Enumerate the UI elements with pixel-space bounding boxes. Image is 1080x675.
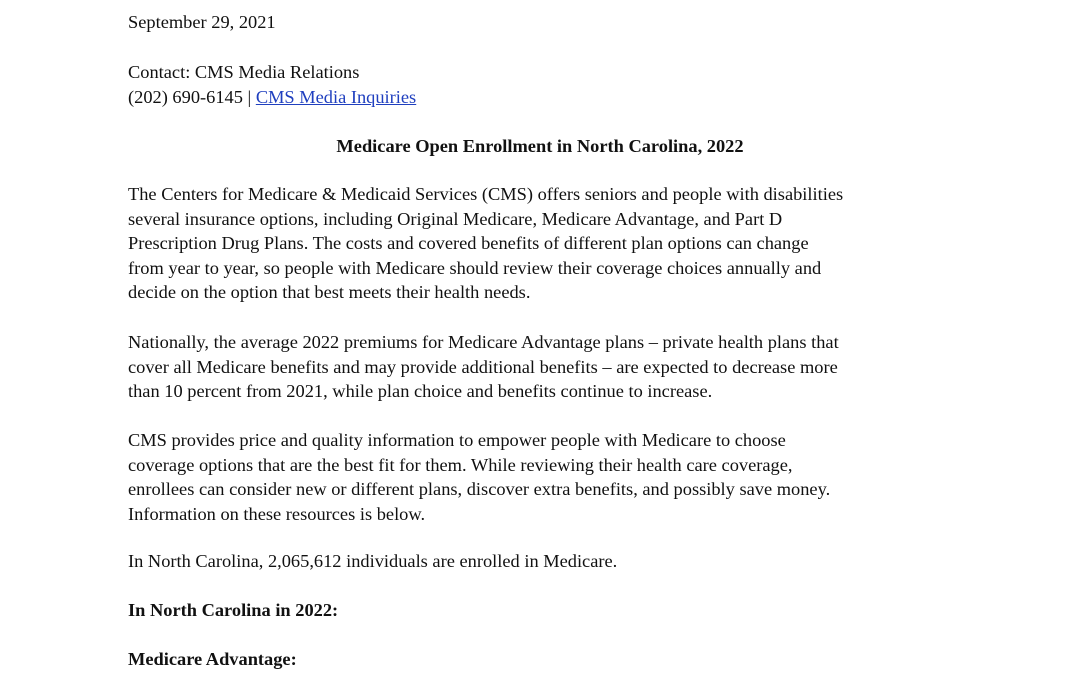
- paragraph-line: several insurance options, including Original Medicare, Medicare Advantage, and Part D: [128, 208, 783, 229]
- paragraph-line: decide on the option that best meets their health needs.: [128, 282, 531, 303]
- paragraph-line: Information on these resources is below.: [128, 503, 426, 524]
- paragraph-premiums: [128, 330, 968, 404]
- paragraph-line: The Centers for Medicare & Medicaid Services (CMS) offers seniors and people with disabilities: [128, 184, 844, 204]
- contact-phone-line: [128, 85, 968, 110]
- paragraph-line: enrollees can consider new or different plans, discover extra benefits, and possibly save money.: [128, 479, 831, 500]
- paragraph-line: Prescription Drug Plans. The costs and covered benefits of different plan options can change: [128, 233, 809, 254]
- media-inquiries-link[interactable]: CMS Media Inquiries: [255, 86, 417, 107]
- paragraph-enrollment: In North Carolina, 2,065,612 individuals are enrolled in Medicare.: [128, 551, 618, 571]
- paragraph-line: than 10 percent from 2021, while plan choice and benefits continue to increase.: [128, 381, 713, 402]
- heading-medicare-advantage: Medicare Advantage:: [128, 649, 297, 669]
- contact-phone: (202) 690-6145 |: [128, 86, 256, 107]
- heading-north-carolina: In North Carolina in 2022:: [128, 600, 339, 620]
- paragraph-line: cover all Medicare benefits and may provide additional benefits – are expected to decrease more: [128, 356, 838, 377]
- paragraph-line: CMS provides price and quality information to empower people with Medicare to choose: [128, 430, 786, 450]
- paragraph-line: coverage options that are the best fit for them. While reviewing their health care coverage,: [128, 454, 793, 475]
- paragraph-resources: [128, 428, 968, 526]
- contact-label: Contact: CMS Media Relations: [128, 62, 360, 82]
- paragraph-line: from year to year, so people with Medicare should review their coverage choices annually and: [128, 257, 822, 278]
- release-date: September 29, 2021: [128, 12, 276, 32]
- document-title: [0, 134, 1080, 159]
- paragraph-intro: [128, 182, 968, 305]
- paragraph-line: Nationally, the average 2022 premiums for Medicare Advantage plans – private health plans that: [128, 332, 839, 352]
- contact-block: [128, 60, 968, 109]
- document-title-text: Medicare Open Enrollment in North Carolina, 2022: [336, 136, 744, 156]
